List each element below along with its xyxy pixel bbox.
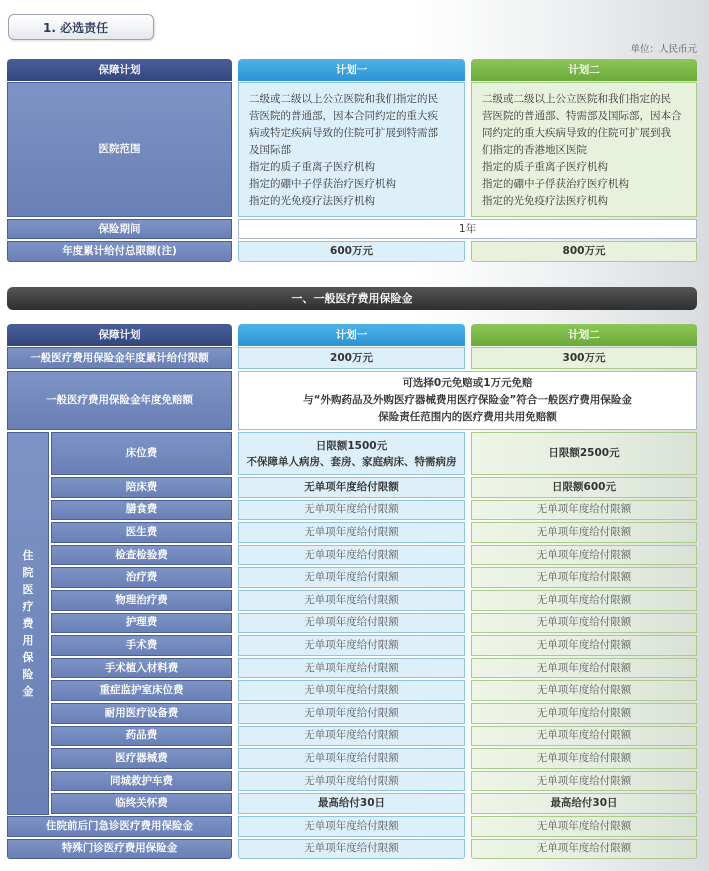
text-line: 不保障单人病房、套房、家庭病床、特需病房 [246, 455, 457, 468]
benefit-row-plan2: 无单项年度给付限额 [471, 726, 697, 747]
benefit-row-label: 医生费 [51, 522, 232, 543]
benefit-row-plan1: 无单项年度给付限额 [238, 658, 465, 679]
benefit-row-plan2: 无单项年度给付限额 [471, 522, 697, 543]
text-line: 保险责任范围内的医疗费用共用免赔额 [378, 411, 557, 423]
benefit-row-plan2: 无单项年度给付限额 [471, 567, 697, 588]
benefit-row-plan1: 无单项年度给付限额 [238, 771, 465, 792]
t2-bed-plan2: 日限额2500元 [471, 432, 697, 475]
benefit-row-plan2: 无单项年度给付限额 [471, 635, 697, 656]
t1-header-plan2: 计划二 [471, 59, 697, 81]
benefit-row-plan1: 无单项年度给付限额 [238, 635, 465, 656]
footer-row-label: 特殊门诊医疗费用保险金 [7, 839, 232, 860]
benefit-row-plan2: 无单项年度给付限额 [471, 658, 697, 679]
text-line: 同约定的重大疾病导致的住院可扩展到我 [482, 127, 671, 139]
text-line: 二级或二级以上公立医院和我们指定的民 [482, 93, 671, 105]
benefit-row-label: 手术植入材料费 [51, 658, 232, 679]
benefit-row-plan2: 无单项年度给付限额 [471, 703, 697, 724]
t1-period-value: 1年 [238, 219, 697, 239]
benefit-row-plan1: 无单项年度给付限额 [238, 748, 465, 769]
text-line: 及国际部 [249, 144, 291, 156]
benefit-row-plan2: 无单项年度给付限额 [471, 680, 697, 701]
t2-annual-limit-plan2: 300万元 [471, 347, 697, 369]
benefit-row-plan2: 日限额600元 [471, 477, 697, 498]
t1-hospital-scope-plan2 [471, 82, 697, 217]
benefit-row-label: 同城救护车费 [51, 771, 232, 792]
unit-label: 单位：人民币元 [630, 44, 697, 55]
t2-header-plan2: 计划二 [471, 324, 697, 346]
bed-plan1-lines [247, 438, 457, 470]
text-line: 指定的硼中子俘获治疗医疗机构 [482, 178, 629, 190]
t2-inpatient-label [7, 432, 49, 815]
benefit-row-plan1: 无单项年度给付限额 [238, 500, 465, 521]
footer-row-label: 住院前后门急诊医疗费用保险金 [7, 816, 232, 837]
benefit-row-label: 检查检验费 [51, 545, 232, 566]
text-line: 日限额1500元 [315, 439, 388, 452]
benefit-row-plan1: 无单项年度给付限额 [238, 590, 465, 611]
inpatient-label-chars: 住院医疗费用保险金 [22, 549, 34, 698]
t2-header-plan: 保障计划 [7, 324, 232, 346]
benefit-row-label: 物理治疗费 [51, 590, 232, 611]
benefit-row-plan2: 最高给付30日 [471, 793, 697, 814]
t2-bed-plan1 [238, 432, 465, 475]
t2-annual-limit-label: 一般医疗费用保险金年度累计给付限额 [7, 347, 232, 369]
section-banner: 一、一般医疗费用保险金 [7, 287, 697, 310]
benefit-row-plan2: 无单项年度给付限额 [471, 545, 697, 566]
footer-row-plan1: 无单项年度给付限额 [238, 839, 465, 860]
text-line: 指定的质子重离子医疗机构 [249, 161, 375, 173]
text-line: 二级或二级以上公立医院和我们指定的民 [249, 93, 438, 105]
benefit-row-label: 耐用医疗设备费 [51, 703, 232, 724]
deductible-lines [303, 375, 632, 426]
t1-header-plan1: 计划一 [238, 59, 465, 81]
text-line: 指定的硼中子俘获治疗医疗机构 [249, 178, 396, 190]
text-line: 营医院的普通部、特需部及国际部，因本合 [482, 110, 682, 122]
t1-annual-limit-plan1: 600万元 [238, 241, 465, 262]
text-line: 可选择0元免赔或1万元免赔 [402, 377, 533, 389]
benefit-row-label: 手术费 [51, 635, 232, 656]
benefit-row-plan1: 无单项年度给付限额 [238, 703, 465, 724]
benefit-row-plan1: 无单项年度给付限额 [238, 477, 465, 498]
t2-header-plan1: 计划一 [238, 324, 465, 346]
benefit-row-label: 医疗器械费 [51, 748, 232, 769]
benefit-row-label: 治疗费 [51, 567, 232, 588]
benefit-row-label: 药品费 [51, 726, 232, 747]
t1-hospital-scope-plan1 [238, 82, 465, 217]
t2-deductible-label: 一般医疗费用保险金年度免赔额 [7, 371, 232, 430]
t2-annual-limit-plan1: 200万元 [238, 347, 465, 369]
benefit-row-label: 陪床费 [51, 477, 232, 498]
text-line: 指定的光免疫疗法医疗机构 [249, 195, 375, 207]
section-title-text: 1. 必选责任 [43, 20, 109, 35]
t1-header-plan: 保障计划 [7, 59, 232, 81]
text-line: 营医院的普通部，因本合同约定的重大疾 [249, 110, 438, 122]
benefit-row-label: 重症监护室床位费 [51, 680, 232, 701]
benefit-row-plan1: 无单项年度给付限额 [238, 522, 465, 543]
benefit-row-plan1: 无单项年度给付限额 [238, 680, 465, 701]
footer-row-plan1: 无单项年度给付限额 [238, 816, 465, 837]
hospital-scope-plan2-lines [482, 91, 682, 210]
t1-annual-limit-label: 年度累计给付总限额(注) [7, 241, 232, 262]
footer-row-plan2: 无单项年度给付限额 [471, 839, 697, 860]
benefit-row-plan1: 无单项年度给付限额 [238, 545, 465, 566]
hospital-scope-plan1-lines [249, 91, 438, 210]
text-line: 指定的质子重离子医疗机构 [482, 161, 608, 173]
benefit-row-plan2: 无单项年度给付限额 [471, 748, 697, 769]
t2-deductible-value [238, 371, 697, 430]
benefit-row-plan2: 无单项年度给付限额 [471, 500, 697, 521]
benefit-row-label: 膳食费 [51, 500, 232, 521]
t1-period-label: 保险期间 [7, 219, 232, 239]
text-line: 病或特定疾病导致的住院可扩展到特需部 [249, 127, 438, 139]
footer-row-plan2: 无单项年度给付限额 [471, 816, 697, 837]
benefit-row-plan2: 无单项年度给付限额 [471, 771, 697, 792]
text-line: 指定的光免疫疗法医疗机构 [482, 195, 608, 207]
t2-bed-label: 床位费 [51, 432, 232, 475]
section-title [8, 14, 154, 40]
benefit-row-plan1: 无单项年度给付限额 [238, 613, 465, 634]
benefit-row-plan1: 最高给付30日 [238, 793, 465, 814]
benefit-row-plan2: 无单项年度给付限额 [471, 613, 697, 634]
t1-annual-limit-plan2: 800万元 [471, 241, 697, 262]
benefit-row-plan1: 无单项年度给付限额 [238, 726, 465, 747]
benefit-row-label: 护理费 [51, 613, 232, 634]
text-line: 与“外购药品及外购医疗器械费用医疗保险金”符合一般医疗费用保险金 [303, 394, 632, 406]
benefit-row-plan1: 无单项年度给付限额 [238, 567, 465, 588]
benefit-row-label: 临终关怀费 [51, 793, 232, 814]
benefit-row-plan2: 无单项年度给付限额 [471, 590, 697, 611]
t1-hospital-scope-label: 医院范围 [7, 82, 232, 217]
text-line: 们指定的香港地区医院 [482, 144, 587, 156]
